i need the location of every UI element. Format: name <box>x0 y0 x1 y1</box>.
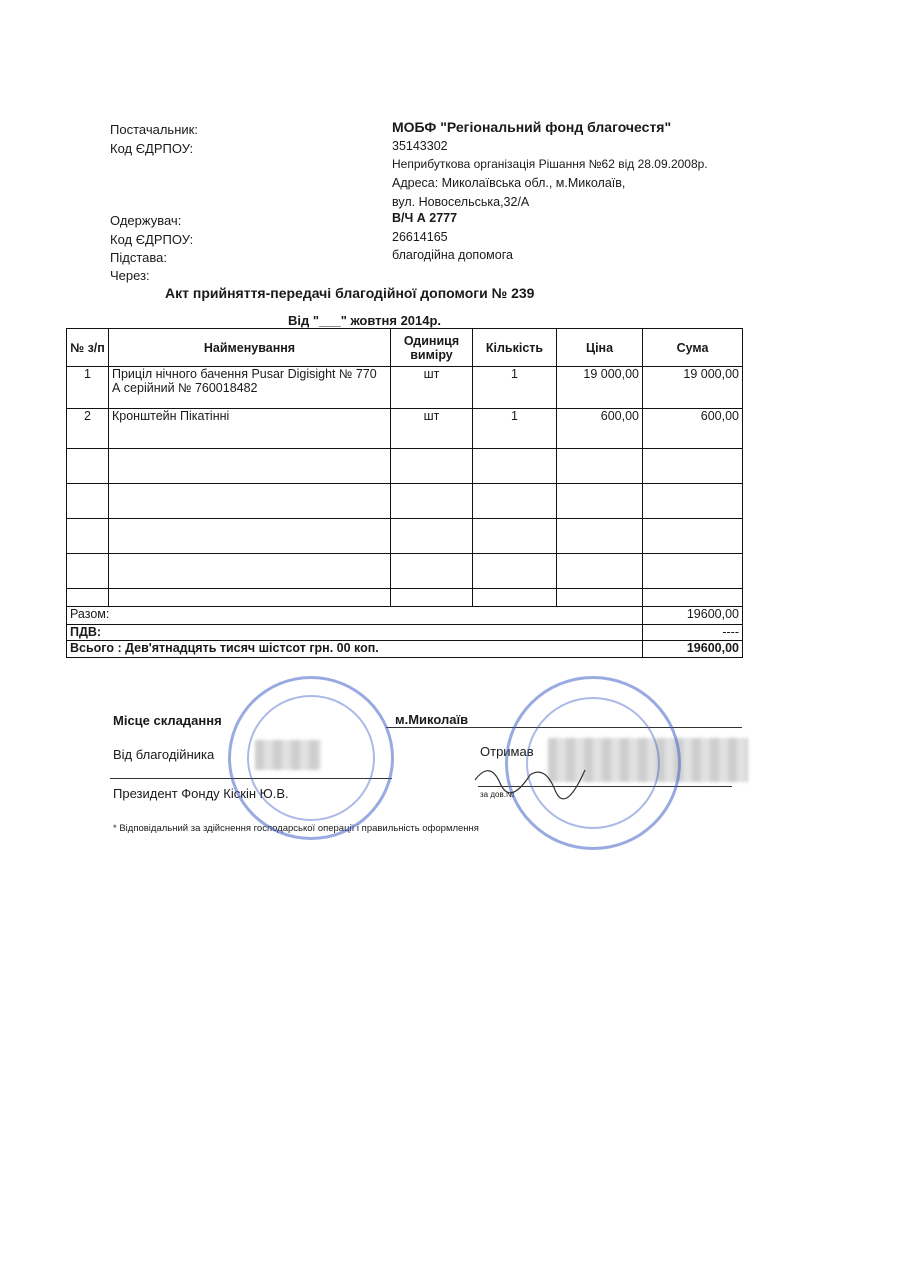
row-1-qty: 1 <box>473 367 557 409</box>
act-title: Акт прийняття-передачі благодійної допомоги № 239 <box>165 285 535 301</box>
subtotal-value: 19600,00 <box>643 607 743 625</box>
supplier-address-line-2: вул. Новосельська,32/А <box>392 195 530 209</box>
supplier-address-line-1: Адреса: Миколаївська обл., м.Миколаїв, <box>392 176 626 190</box>
recipient-code-label: Код ЄДРПОУ: <box>110 232 194 247</box>
table-row <box>67 367 743 409</box>
place-label: Місце складання <box>113 713 222 728</box>
empty-row <box>67 484 743 519</box>
vat-value: ---- <box>643 625 743 641</box>
signature-scribble-icon <box>470 755 590 800</box>
row-2-qty: 1 <box>473 409 557 449</box>
row-1-num: 1 <box>67 367 109 409</box>
row-2-unit: шт <box>391 409 473 449</box>
empty-row <box>67 519 743 554</box>
supplier-note: Неприбуткова організація Рішання №62 від 28.09.2008р. <box>392 157 708 171</box>
act-date: Від "___" жовтня 2014р. <box>288 313 442 328</box>
row-1-unit: шт <box>391 367 473 409</box>
header-unit: Одиниця виміру <box>391 329 473 367</box>
power-of-attorney: за дов.№ <box>480 790 515 799</box>
vat-row <box>67 625 743 641</box>
responsibility-note: * Відповідальний за здійснення господарської операції і правильність оформлення <box>113 823 479 834</box>
subtotal-row <box>67 607 743 625</box>
president-line: Президент Фонду Кіскін Ю.В. <box>113 786 289 801</box>
left-stamp-icon <box>228 676 394 840</box>
header-qty: Кількість <box>473 329 557 367</box>
via-label: Через: <box>110 268 150 283</box>
from-label: Від благодійника <box>113 747 215 762</box>
table-row <box>67 409 743 449</box>
total-row <box>67 641 743 658</box>
header-name: Найменування <box>109 329 391 367</box>
vat-label: ПДВ: <box>67 625 643 641</box>
supplier-name: МОБФ "Регіональний фонд благочестя" <box>392 119 672 135</box>
row-2-name: Кронштейн Пікатінні <box>109 409 391 449</box>
row-1-name: Приціл нічного бачення Pusar Digisight № 770 А серійний № 760018482 <box>109 367 391 409</box>
header-num: № з/п <box>67 329 109 367</box>
empty-row <box>67 589 743 607</box>
recipient-code: 26614165 <box>392 230 448 244</box>
basis-value: благодійна допомога <box>392 248 513 262</box>
recipient-name: В/Ч А 2777 <box>392 211 458 225</box>
total-label: Всього : Дев'ятнадцять тисяч шістсот грн. 00 коп. <box>67 641 643 658</box>
basis-label: Підстава: <box>110 250 167 265</box>
header-sum: Сума <box>643 329 743 367</box>
row-1-sum: 19 000,00 <box>643 367 743 409</box>
supplier-code: 35143302 <box>392 139 448 153</box>
items-table <box>66 328 743 658</box>
place-value: м.Миколаїв <box>395 712 469 727</box>
empty-row <box>67 449 743 484</box>
empty-row <box>67 554 743 589</box>
total-value: 19600,00 <box>643 641 743 658</box>
row-2-price: 600,00 <box>557 409 643 449</box>
supplier-code-label: Код ЄДРПОУ: <box>110 141 194 156</box>
row-2-num: 2 <box>67 409 109 449</box>
recipient-label: Одержувач: <box>110 213 182 228</box>
row-2-sum: 600,00 <box>643 409 743 449</box>
subtotal-label: Разом: <box>67 607 643 625</box>
table-header-row <box>67 329 743 367</box>
row-1-price: 19 000,00 <box>557 367 643 409</box>
supplier-label: Постачальник: <box>110 122 198 137</box>
received-label: Отримав <box>480 744 534 759</box>
header-price: Ціна <box>557 329 643 367</box>
